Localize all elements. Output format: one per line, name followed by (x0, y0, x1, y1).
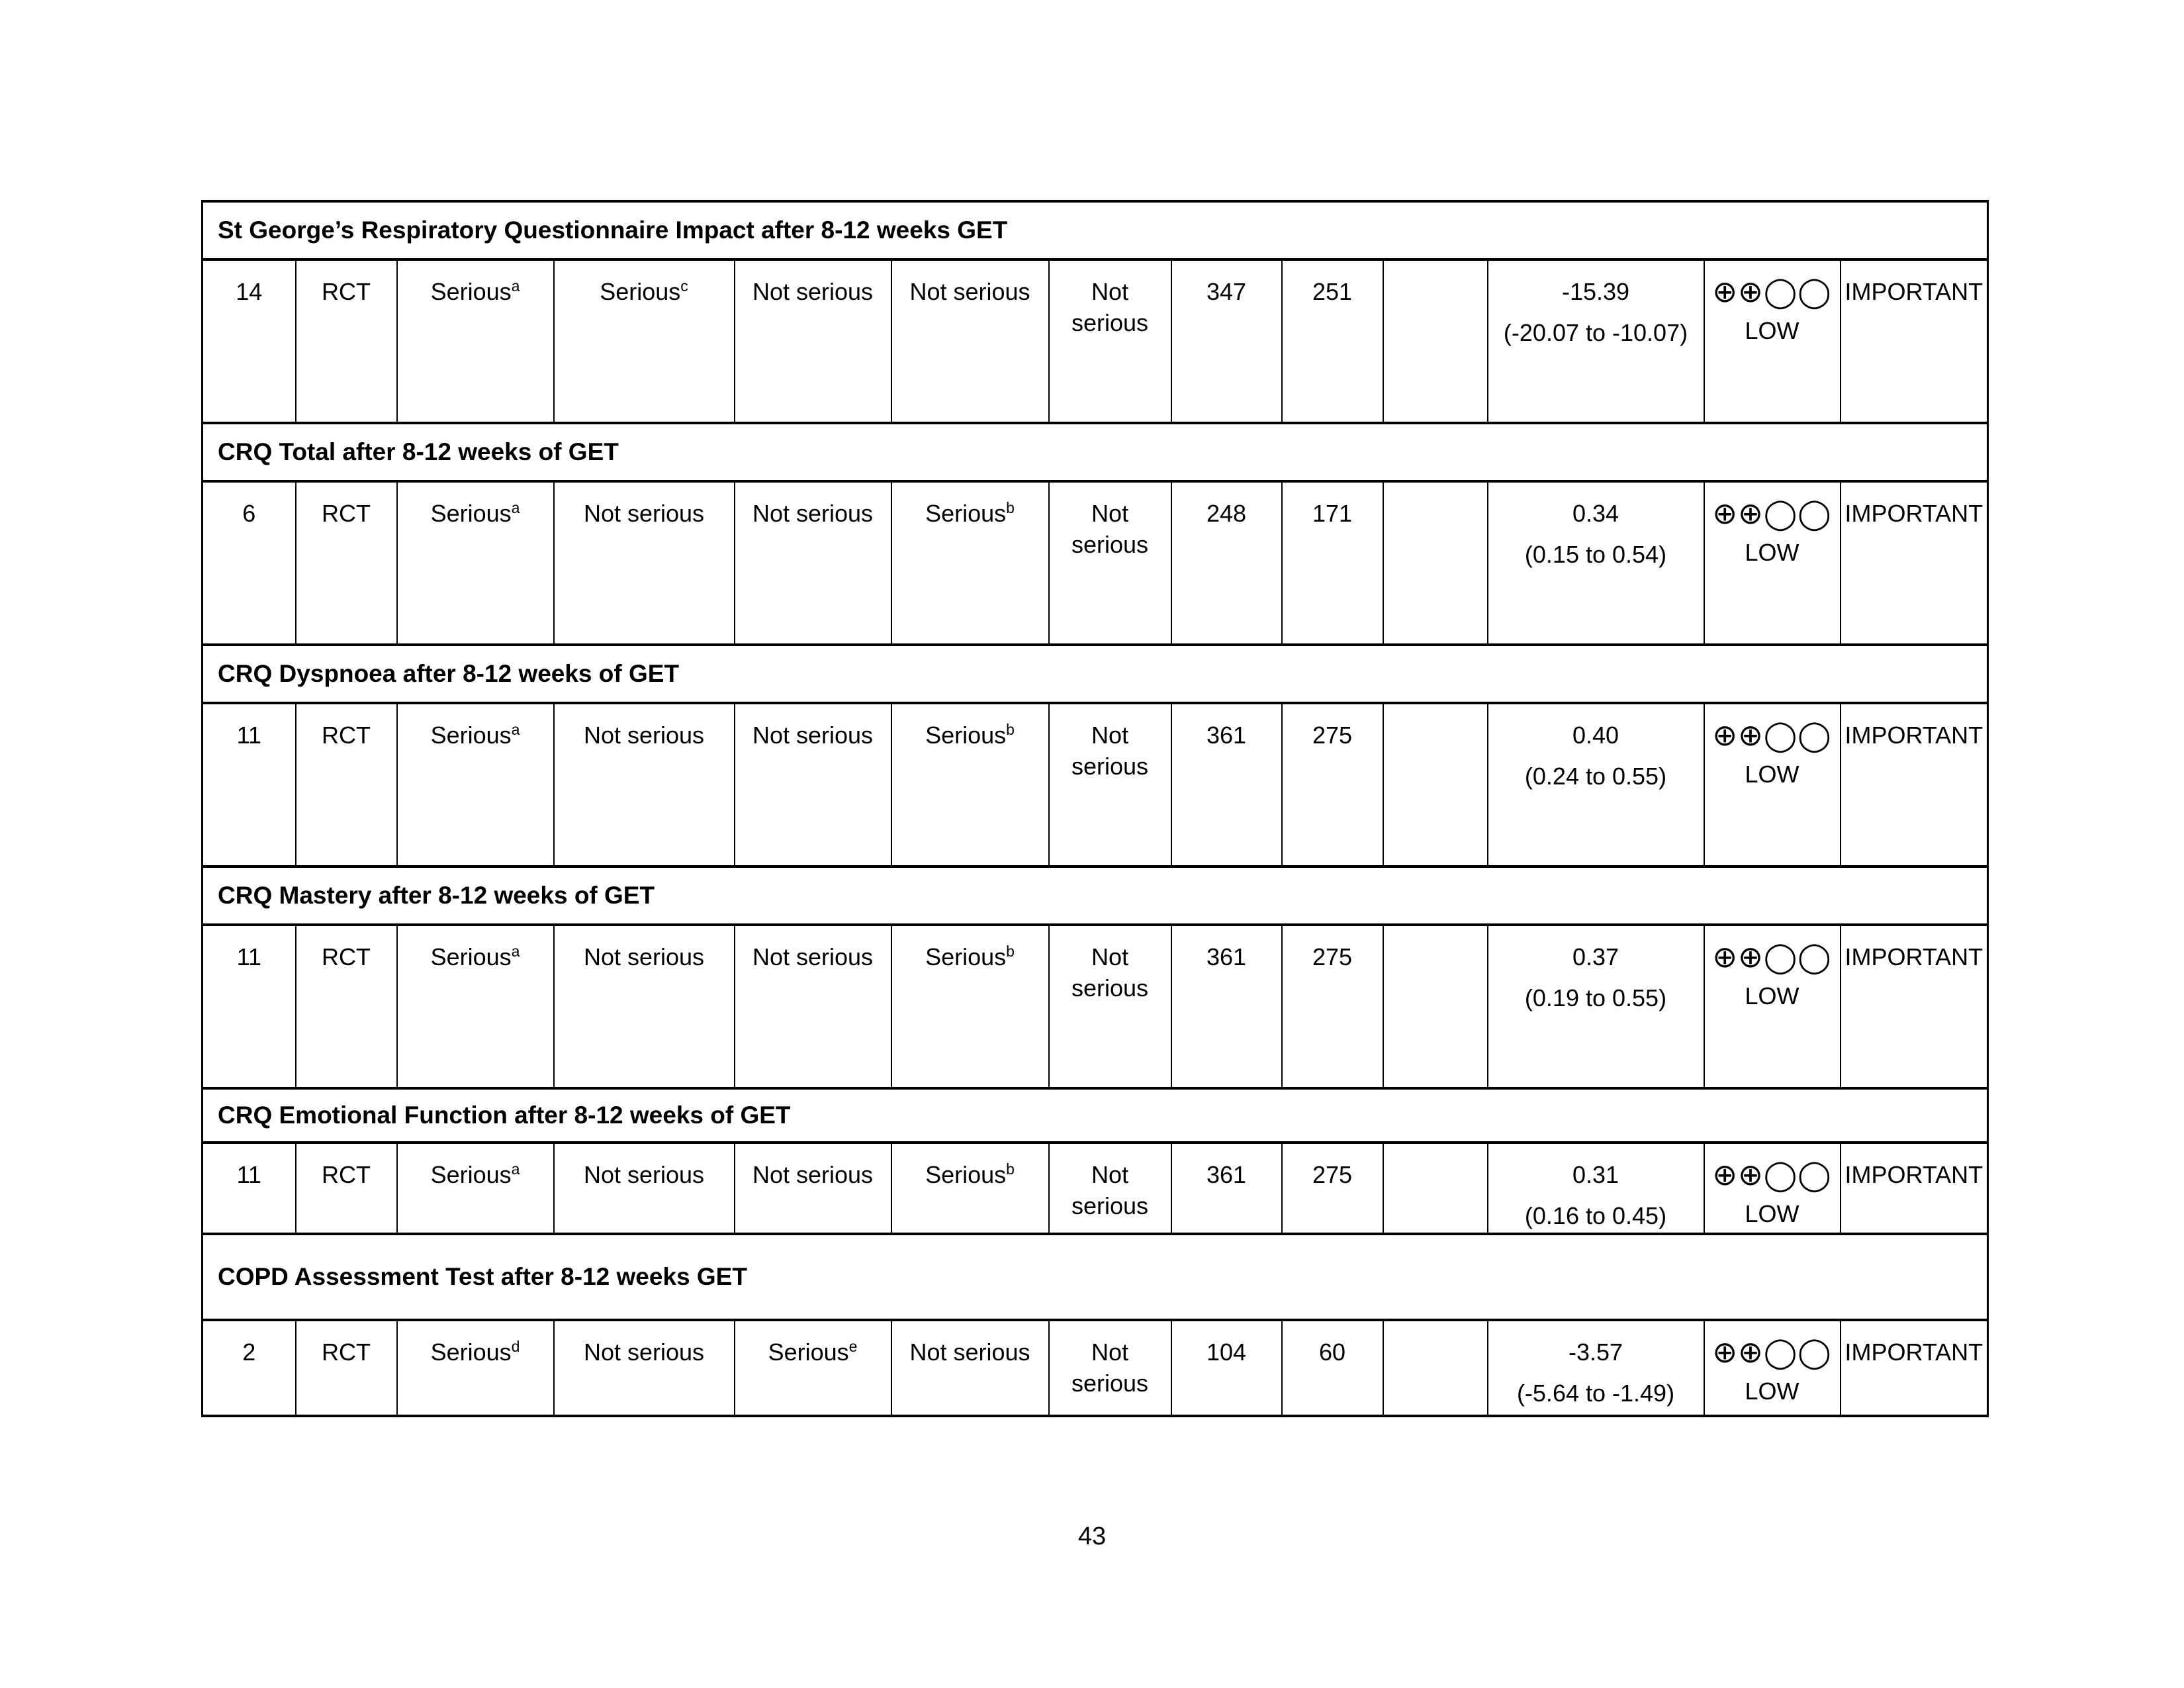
intervention-n-cell: 361 (1171, 703, 1282, 867)
intervention-n-cell: 361 (1171, 1143, 1282, 1234)
imprecision-cell (891, 1320, 1049, 1416)
study-design-cell: RCT (296, 481, 397, 645)
effect-estimate-cell (1488, 1320, 1704, 1416)
rating-text: Serious (925, 722, 1007, 749)
studies-count-cell: 11 (203, 703, 296, 867)
risk-of-bias-cell (397, 703, 554, 867)
control-n-cell: 275 (1282, 703, 1383, 867)
effect-value: -15.39 (1561, 278, 1630, 305)
rating-text: Not serious (1071, 1161, 1149, 1219)
footnote-marker: a (511, 721, 520, 738)
other-considerations-cell (1049, 1143, 1171, 1234)
footnote-marker: b (1006, 943, 1015, 960)
rating-text: Serious (768, 1338, 849, 1366)
section-title: CRQ Mastery after 8-12 weeks of GET (203, 867, 1988, 925)
importance-cell: IMPORTANT (1841, 1143, 1988, 1234)
rating-text: Not serious (583, 1338, 705, 1366)
rating-text: Not serious (1071, 278, 1149, 336)
certainty-label: LOW (1745, 982, 1799, 1009)
inconsistency-cell (554, 703, 735, 867)
studies-count-cell: 11 (203, 1143, 296, 1234)
control-n-cell: 251 (1282, 259, 1383, 423)
rating-text: Not serious (752, 500, 874, 527)
section-row (203, 201, 1988, 259)
section-title: CRQ Total after 8-12 weeks of GET (203, 423, 1988, 481)
indirectness-cell (735, 1320, 891, 1416)
effect-estimate-cell (1488, 925, 1704, 1088)
indirectness-cell (735, 703, 891, 867)
confidence-interval: (0.16 to 0.45) (1524, 1201, 1667, 1229)
footnote-marker: c (680, 277, 688, 295)
other-considerations-cell (1049, 703, 1171, 867)
grade-evidence-table (201, 200, 1989, 1417)
study-design-cell: RCT (296, 703, 397, 867)
study-design-cell: RCT (296, 1143, 397, 1234)
intervention-n-cell: 248 (1171, 481, 1282, 645)
certainty-label: LOW (1745, 539, 1799, 566)
intervention-n-cell: 104 (1171, 1320, 1282, 1416)
rating-text: Serious (430, 1161, 512, 1188)
section-row (203, 867, 1988, 925)
imprecision-cell (891, 259, 1049, 423)
indirectness-cell (735, 925, 891, 1088)
certainty-cell (1704, 1320, 1841, 1416)
inconsistency-cell (554, 925, 735, 1088)
certainty-cell (1704, 481, 1841, 645)
rating-text: Serious (430, 1338, 512, 1366)
other-considerations-cell (1049, 259, 1171, 423)
rating-text: Serious (600, 278, 681, 305)
section-row (203, 1088, 1988, 1143)
confidence-interval: (0.19 to 0.55) (1524, 984, 1667, 1011)
rating-text: Not serious (1071, 722, 1149, 780)
section-row (203, 423, 1988, 481)
studies-count-cell: 2 (203, 1320, 296, 1416)
imprecision-cell (891, 925, 1049, 1088)
study-design-cell: RCT (296, 1320, 397, 1416)
other-considerations-cell (1049, 481, 1171, 645)
imprecision-cell (891, 481, 1049, 645)
imprecision-cell (891, 703, 1049, 867)
rating-text: Serious (925, 500, 1007, 527)
certainty-cell (1704, 1143, 1841, 1234)
rating-text: Serious (430, 722, 512, 749)
rating-text: Not serious (583, 722, 705, 749)
studies-count-cell: 6 (203, 481, 296, 645)
risk-of-bias-cell (397, 925, 554, 1088)
footnote-marker: a (511, 277, 520, 295)
studies-count-cell: 14 (203, 259, 296, 423)
grade-circles-icon: ⊕⊕◯◯ (1712, 1335, 1832, 1369)
effect-estimate-cell (1488, 703, 1704, 867)
grade-circles-icon: ⊕⊕◯◯ (1712, 718, 1832, 752)
importance-cell: IMPORTANT (1841, 259, 1988, 423)
table-row (203, 703, 1988, 867)
footnote-marker: b (1006, 499, 1015, 516)
risk-of-bias-cell (397, 1143, 554, 1234)
rating-text: Not serious (1071, 943, 1149, 1002)
footnote-marker: a (511, 943, 520, 960)
certainty-cell (1704, 259, 1841, 423)
section-row (203, 1234, 1988, 1320)
empty-cell (1383, 1143, 1488, 1234)
section-title: St George’s Respiratory Questionnaire Impact after 8-12 weeks GET (203, 201, 1988, 259)
importance-cell: IMPORTANT (1841, 1320, 1988, 1416)
effect-estimate-cell (1488, 481, 1704, 645)
certainty-label: LOW (1745, 317, 1799, 344)
grade-circles-icon: ⊕⊕◯◯ (1712, 940, 1832, 974)
importance-cell: IMPORTANT (1841, 703, 1988, 867)
table-row (203, 925, 1988, 1088)
risk-of-bias-cell (397, 481, 554, 645)
section-title: CRQ Dyspnoea after 8-12 weeks of GET (203, 645, 1988, 703)
indirectness-cell (735, 481, 891, 645)
empty-cell (1383, 703, 1488, 867)
footnote-marker: b (1006, 721, 1015, 738)
intervention-n-cell: 347 (1171, 259, 1282, 423)
control-n-cell: 275 (1282, 1143, 1383, 1234)
table-row (203, 481, 1988, 645)
certainty-label: LOW (1745, 1378, 1799, 1405)
rating-text: Serious (430, 943, 512, 970)
studies-count-cell: 11 (203, 925, 296, 1088)
footnote-marker: e (848, 1338, 858, 1355)
inconsistency-cell (554, 259, 735, 423)
study-design-cell: RCT (296, 259, 397, 423)
effect-value: 0.34 (1572, 500, 1619, 527)
effect-estimate-cell (1488, 259, 1704, 423)
inconsistency-cell (554, 1320, 735, 1416)
study-design-cell: RCT (296, 925, 397, 1088)
confidence-interval: (-20.07 to -10.07) (1503, 318, 1688, 346)
rating-text: Not serious (583, 943, 705, 970)
rating-text: Not serious (1071, 1338, 1149, 1397)
rating-text: Not serious (752, 1161, 874, 1188)
indirectness-cell (735, 1143, 891, 1234)
effect-value: 0.40 (1572, 722, 1619, 749)
rating-text: Not serious (752, 722, 874, 749)
footnote-marker: a (511, 1160, 520, 1178)
rating-text: Not serious (583, 1161, 705, 1188)
indirectness-cell (735, 259, 891, 423)
section-title: COPD Assessment Test after 8-12 weeks GET (203, 1234, 1988, 1320)
importance-cell: IMPORTANT (1841, 481, 1988, 645)
control-n-cell: 171 (1282, 481, 1383, 645)
rating-text: Serious (925, 1161, 1007, 1188)
confidence-interval: (0.15 to 0.54) (1524, 540, 1667, 568)
effect-value: -3.57 (1568, 1338, 1623, 1366)
section-row (203, 645, 1988, 703)
footnote-marker: b (1006, 1160, 1015, 1178)
certainty-label: LOW (1745, 761, 1799, 788)
grade-circles-icon: ⊕⊕◯◯ (1712, 275, 1832, 308)
effect-value: 0.31 (1572, 1161, 1619, 1188)
empty-cell (1383, 1320, 1488, 1416)
footnote-marker: a (511, 499, 520, 516)
certainty-label: LOW (1745, 1200, 1799, 1227)
rating-text: Serious (430, 500, 512, 527)
table-row (203, 259, 1988, 423)
table-row (203, 1143, 1988, 1234)
risk-of-bias-cell (397, 259, 554, 423)
confidence-interval: (0.24 to 0.55) (1524, 762, 1667, 790)
effect-value: 0.37 (1572, 943, 1619, 970)
empty-cell (1383, 925, 1488, 1088)
rating-text: Not serious (583, 500, 705, 527)
control-n-cell: 60 (1282, 1320, 1383, 1416)
imprecision-cell (891, 1143, 1049, 1234)
certainty-cell (1704, 925, 1841, 1088)
other-considerations-cell (1049, 925, 1171, 1088)
confidence-interval: (-5.64 to -1.49) (1516, 1379, 1675, 1407)
rating-text: Serious (430, 278, 512, 305)
grade-circles-icon: ⊕⊕◯◯ (1712, 496, 1832, 530)
empty-cell (1383, 481, 1488, 645)
rating-text: Serious (925, 943, 1007, 970)
section-title: CRQ Emotional Function after 8-12 weeks of GET (203, 1088, 1988, 1143)
grade-circles-icon: ⊕⊕◯◯ (1712, 1158, 1832, 1192)
control-n-cell: 275 (1282, 925, 1383, 1088)
importance-cell: IMPORTANT (1841, 925, 1988, 1088)
rating-text: Not serious (752, 278, 874, 305)
table-row (203, 1320, 1988, 1416)
inconsistency-cell (554, 1143, 735, 1234)
risk-of-bias-cell (397, 1320, 554, 1416)
rating-text: Not serious (752, 943, 874, 970)
empty-cell (1383, 259, 1488, 423)
intervention-n-cell: 361 (1171, 925, 1282, 1088)
rating-text: Not serious (1071, 500, 1149, 558)
inconsistency-cell (554, 481, 735, 645)
page-number: 43 (1077, 1523, 1107, 1550)
footnote-marker: d (511, 1338, 520, 1355)
rating-text: Not serious (909, 1338, 1030, 1366)
rating-text: Not serious (909, 278, 1030, 305)
effect-estimate-cell (1488, 1143, 1704, 1234)
certainty-cell (1704, 703, 1841, 867)
other-considerations-cell (1049, 1320, 1171, 1416)
